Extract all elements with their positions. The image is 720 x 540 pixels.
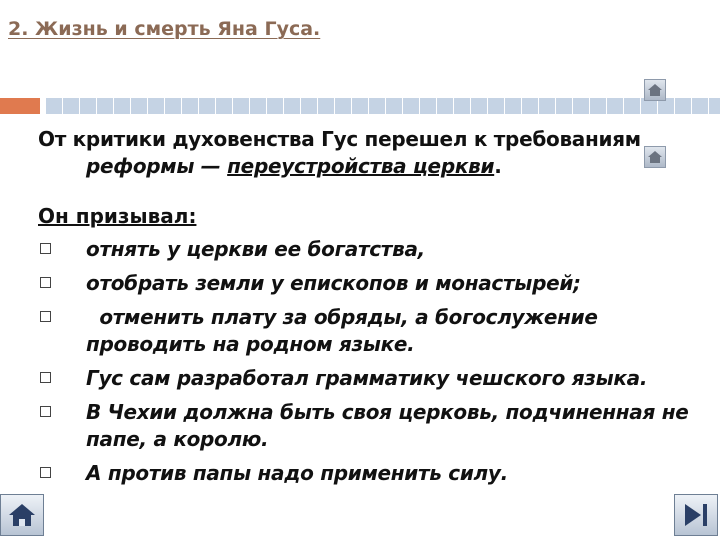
accent-bar-grid	[46, 98, 720, 114]
bullet-square-icon	[40, 311, 51, 322]
home-nav-button[interactable]	[0, 494, 44, 536]
end-icon	[681, 501, 711, 529]
list-item: В Чехии должна быть своя церковь, подчиненная не папе, а королю.	[38, 399, 698, 453]
lead-suffix: .	[494, 154, 502, 178]
list-item: отобрать земли у епископов и монастырей;	[38, 270, 698, 297]
list-item: А против папы надо применить силу.	[38, 460, 698, 487]
bullet-square-icon	[40, 277, 51, 288]
bullet-square-icon	[40, 406, 51, 417]
list-item: отнять у церкви ее богатства,	[38, 236, 698, 263]
bullet-square-icon	[40, 372, 51, 383]
demands-list	[38, 236, 698, 487]
bullet-square-icon	[40, 243, 51, 254]
accent-bar-orange	[0, 98, 40, 114]
home-icon	[647, 83, 663, 97]
bullet-square-icon	[40, 467, 51, 478]
lead-prefix: От критики духовенства Гус перешел к требованиям	[38, 127, 641, 151]
list-item: отменить плату за обряды, а богослужение проводить на родном языке.	[38, 304, 698, 358]
lead-italic: реформы —	[86, 154, 228, 178]
calls-heading: Он призывал:	[38, 204, 197, 228]
list-item: Гус сам разработал грамматику чешского языка.	[38, 365, 698, 392]
home-link-button-top[interactable]	[644, 79, 666, 101]
slide-body	[38, 126, 698, 494]
home-icon	[7, 501, 37, 529]
lead-paragraph	[38, 126, 698, 180]
slide-title: 2. Жизнь и смерть Яна Гуса.	[8, 18, 321, 40]
reform-link[interactable]: переустройства церкви	[227, 154, 495, 178]
end-nav-button[interactable]	[674, 494, 718, 536]
